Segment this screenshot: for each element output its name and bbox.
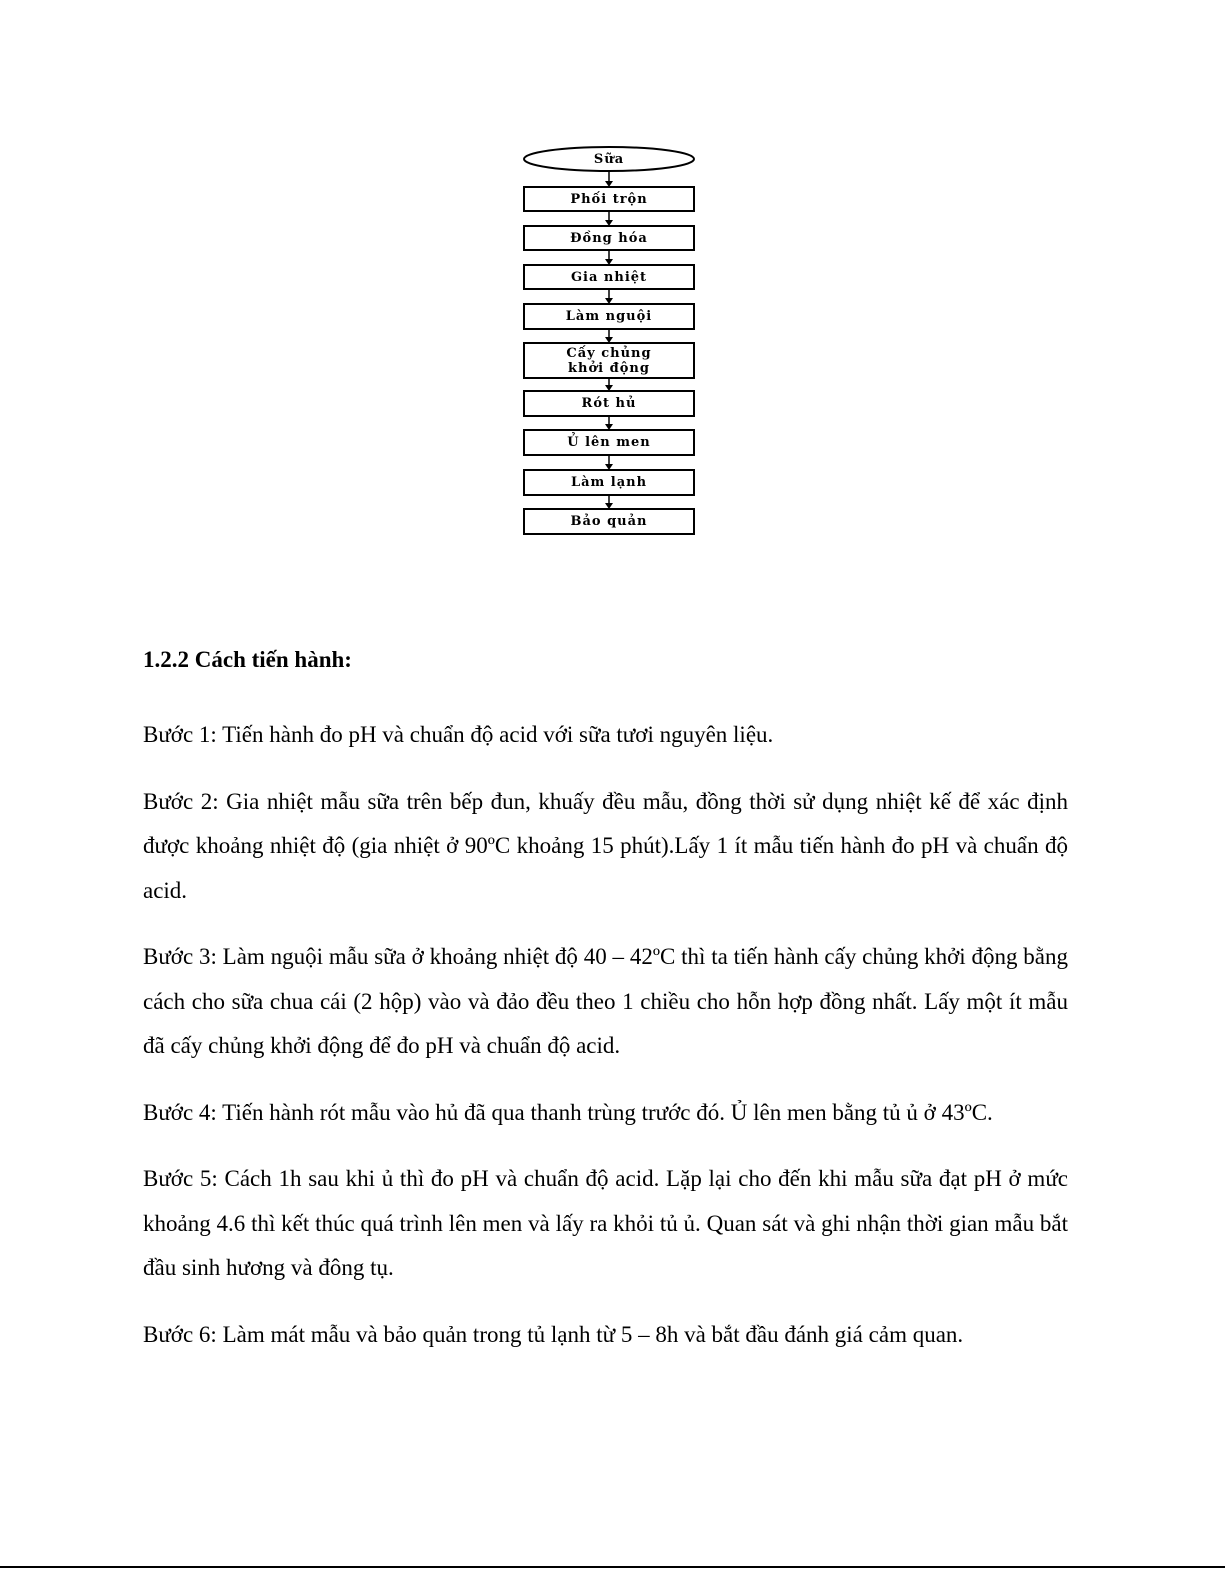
- process-step-label-line: Gia nhiệt: [570, 269, 648, 285]
- process-step-label-line: Cấy chủng: [566, 345, 652, 361]
- process-step-label: [524, 435, 694, 450]
- process-step-label-line: khởi động: [568, 360, 650, 376]
- start-node-label-line: Sữa: [593, 151, 625, 167]
- start-node-label: [524, 152, 694, 167]
- process-step-label: [524, 270, 694, 285]
- process-step-label: [524, 514, 694, 529]
- process-step-label-line: Bảo quản: [570, 514, 648, 529]
- step-paragraph-5: Bước 5: Cách 1h sau khi ủ thì đo pH và chuẩn độ acid. Lặp lại cho đến khi mẫu sữa đạt pH ở mức khoảng 4.6 thì kết thúc quá trình lên men và lấy ra khỏi tủ ủ. Quan sát và ghi nhận thời gian mẫu bắt đầu sinh hương và đông tụ.: [143, 1166, 1068, 1280]
- process-step-label-line: Phối trộn: [570, 191, 648, 207]
- procedure-section: [143, 645, 1068, 1379]
- process-step-label-line: Làm lạnh: [570, 475, 648, 490]
- section-heading: 1.2.2 Cách tiến hành:: [143, 647, 352, 672]
- process-step-label: [524, 396, 694, 411]
- process-step-label: [524, 475, 694, 490]
- step-paragraph-1: Bước 1: Tiến hành đo pH và chuẩn độ acid với sữa tươi nguyên liệu.: [143, 722, 774, 747]
- process-step-label: [524, 346, 694, 376]
- step-paragraph-4: Bước 4: Tiến hành rót mẫu vào hủ đã qua thanh trùng trước đó. Ủ lên men bằng tủ ủ ở 43ºC.: [143, 1099, 993, 1125]
- page-bottom-rule: [0, 1566, 1225, 1568]
- process-step-label-line: Làm nguội: [565, 309, 653, 324]
- step-paragraph-3: Bước 3: Làm nguội mẫu sữa ở khoảng nhiệt độ 40 – 42ºC thì ta tiến hành cấy chủng khởi động bằng cách cho sữa chua cái (2 hộp) vào và đảo đều theo 1 chiều cho hỗn hợp đồng nhất. Lấy một ít mẫu đã cấy chủng khởi động để đo pH và chuẩn độ acid.: [143, 944, 1068, 1058]
- step-paragraph-2: Bước 2: Gia nhiệt mẫu sữa trên bếp đun, khuấy đều mẫu, đồng thời sử dụng nhiệt kế để xác định được khoảng nhiệt độ (gia nhiệt ở 90ºC khoảng 15 phút).Lấy 1 ít mẫu tiến hành đo pH và chuẩn độ acid.: [143, 788, 1068, 903]
- process-step-label-line: Ủ lên men: [567, 435, 651, 450]
- process-step-label-line: Đồng hóa: [570, 230, 648, 246]
- process-step-label: [524, 192, 694, 207]
- step-paragraph-6: Bước 6: Làm mát mẫu và bảo quản trong tủ lạnh từ 5 – 8h và bắt đầu đánh giá cảm quan.: [143, 1321, 964, 1347]
- process-step-label: [524, 309, 694, 324]
- process-step-label-line: Rót hủ: [581, 396, 637, 411]
- process-flowchart: [0, 0, 1225, 560]
- process-step-label: [524, 231, 694, 246]
